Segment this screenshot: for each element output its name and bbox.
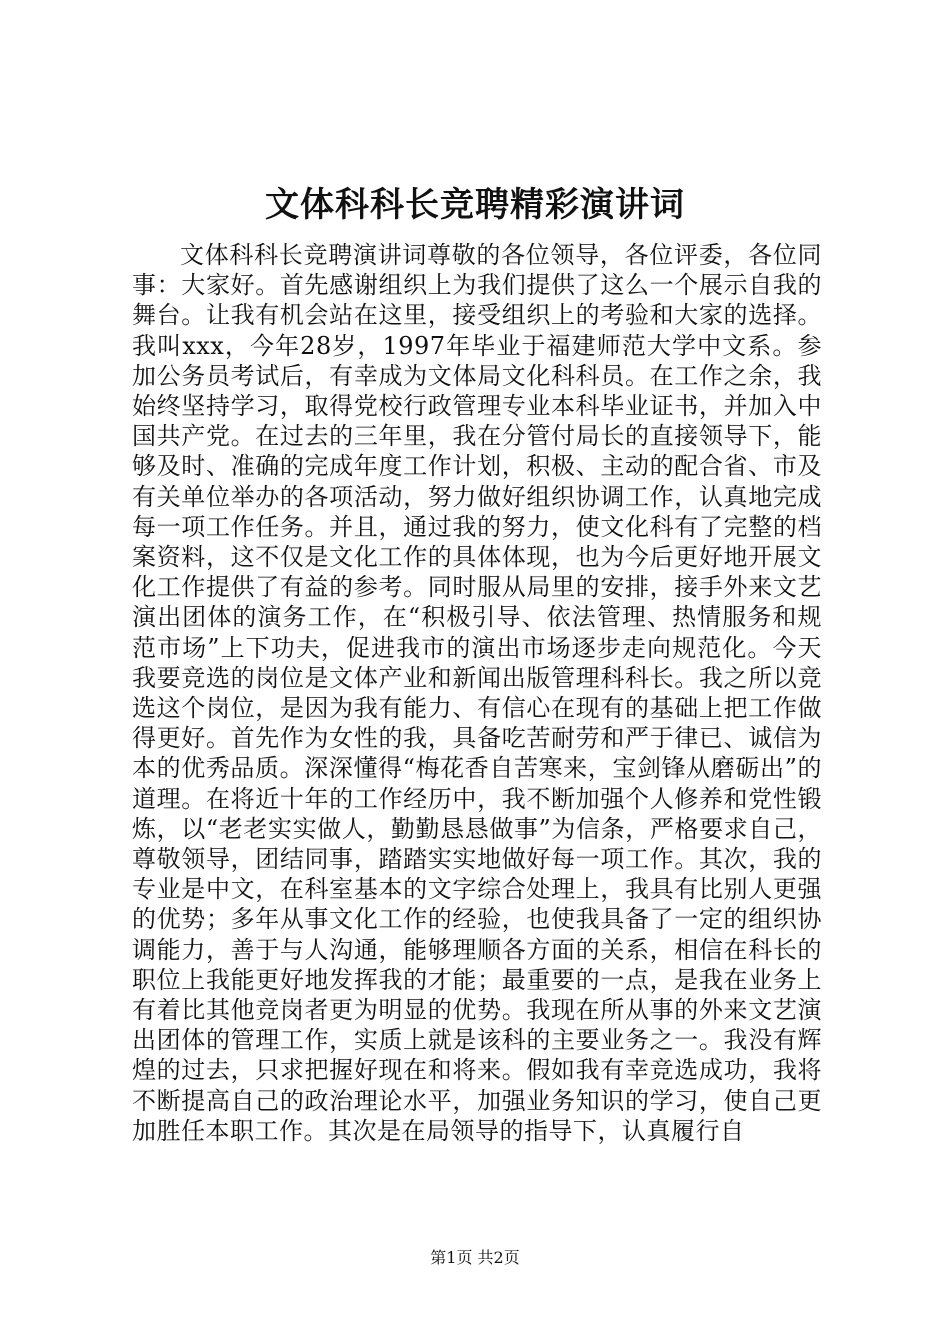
document-title: 文体科科长竞聘精彩演讲词: [265, 185, 685, 225]
page-number-footer: 第1页 共2页: [430, 1248, 520, 1267]
document-body-paragraph: 文体科科长竞聘演讲词尊敬的各位领导，各位评委，各位同事：大家好。首先感谢组织上为我们提供了这么一个展示自我的舞台。让我有机会站在这里，接受组织上的考验和大家的选择。我叫xxx，今年28岁，1997年毕业于福建师范大学中文系。参加公务员考试后，有幸成为文体局文化科科员。在工作之余，我始终坚持学习，取得党校行政管理专业本科毕业证书，并加入中国共产党。在过去的三年里，我在分管付局长的直接领导下，能够及时、准确的完成年度工作计划，积极、主动的配合省、市及有关单位举办的各项活动，努力做好组织协调工作，认真地完成每一项工作任务。并且，通过我的努力，使文化科有了完整的档案资料，这不仅是文化工作的具体体现，也为今后更好地开展文化工作提供了有益的参考。同时服从局里的安排，接手外来文艺演出团体的演务工作，在“积极引导、依法管理、热情服务和规范市场”上下功夫，促进我市的演出市场逐步走向规范化。今天我要竞选的岗位是文体产业和新闻出版管理科科长。我之所以竞选这个岗位，是因为我有能力、有信心在现有的基础上把工作做得更好。首先作为女性的我，具备吃苦耐劳和严于律已、诚信为本的优秀品质。深深懂得“梅花香自苦寒来，宝剑锋从磨砺出”的道理。在将近十年的工作经历中，我不断加强个人修养和党性锻炼，以“老老实实做人，勤勤恳恳做事”为信条，严格要求自己，尊敬领导，团结同事，踏踏实实地做好每一项工作。其次，我的专业是中文，在科室基本的文字综合处理上，我具有比别人更强的优势；多年从事文化工作的经验，也使我具备了一定的组织协调能力，善于与人沟通，能够理顺各方面的关系，相信在科长的职位上我能更好地发挥我的才能；最重要的一点，是我在业务上有着比其他竞岗者更为明显的优势。我现在所从事的外来文艺演出团体的管理工作，实质上就是该科的主要业务之一。我没有辉煌的过去，只求把握好现在和将来。假如我有幸竞选成功，我将不断提高自己的政治理论水平，加强业务知识的学习，使自己更加胜任本职工作。其次是在局领导的指导下，认真履行自: [132, 241, 822, 1145]
